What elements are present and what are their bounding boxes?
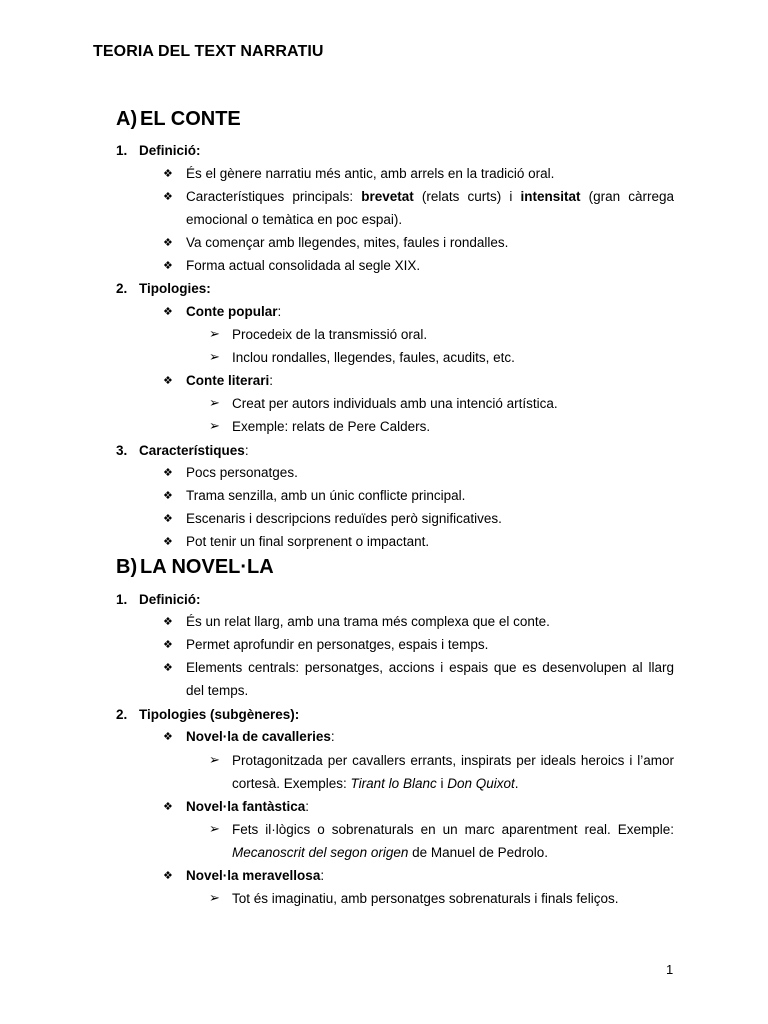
list-item: ❖ És un relat llarg, amb una trama més complexa que el conte. bbox=[186, 610, 674, 633]
b-definicio-heading: 1. Definició: bbox=[116, 592, 201, 607]
sub-list-item: ➢ Exemple: relats de Pere Calders. bbox=[232, 415, 674, 438]
sub-list-item: ➢ Tot és imaginatiu, amb personatges sobrenaturals i finals feliços. bbox=[232, 887, 674, 910]
sub-list-item: ➢ Inclou rondalles, llegendes, faules, acudits, etc. bbox=[232, 346, 674, 369]
sub-list-item: ➢ Creat per autors individuals amb una intenció artística. bbox=[232, 392, 674, 415]
section-b-letter: B) bbox=[116, 556, 138, 578]
section-a-letter: A) bbox=[116, 108, 138, 130]
list-item: ❖ Novel·la meravellosa: bbox=[186, 864, 674, 887]
a-definicio-heading: 1. Definició: bbox=[116, 143, 201, 158]
section-a-title bbox=[116, 108, 241, 131]
list-item: ❖ Novel·la de cavalleries: bbox=[186, 725, 674, 748]
list-item: ❖ Pocs personatges. bbox=[186, 461, 674, 484]
b-tipologies-heading: 2. Tipologies (subgèneres): bbox=[116, 707, 300, 722]
list-item: ❖ Pot tenir un final sorprenent o impactant. bbox=[186, 530, 674, 553]
list-item: ❖ Forma actual consolidada al segle XIX. bbox=[186, 254, 674, 277]
list-item: ❖ Conte literari: bbox=[186, 369, 674, 392]
sub-list-item: ➢ Protagonitzada per cavallers errants, inspirats per ideals heroics i l’amor cortesà. Exemples: Tirant lo Blanc i Don Quixot. bbox=[232, 749, 674, 795]
section-b-heading: LA NOVEL·LA bbox=[140, 556, 274, 578]
page-number: 1 bbox=[666, 962, 674, 977]
list-item: ❖ Característiques principals: brevetat (relats curts) i intensitat (gran càrrega emocional o temàtica en poc espai). bbox=[186, 185, 674, 231]
sub-list-item: ➢ Procedeix de la transmissió oral. bbox=[232, 323, 674, 346]
list-item: ❖ Permet aprofundir en personatges, espais i temps. bbox=[186, 633, 674, 656]
list-item: ❖ Elements centrals: personatges, accions i espais que es desenvolupen al llarg del temps. bbox=[186, 656, 674, 702]
list-item: ❖ Trama senzilla, amb un únic conflicte principal. bbox=[186, 484, 674, 507]
section-b-title bbox=[116, 556, 274, 579]
list-item: ❖ Va començar amb llegendes, mites, faules i rondalles. bbox=[186, 231, 674, 254]
sub-list-item: ➢ Fets il·lògics o sobrenaturals en un marc aparentment real. Exemple: Mecanoscrit del segon origen de Manuel de Pedrolo. bbox=[232, 818, 674, 864]
list-item: ❖ Novel·la fantàstica: bbox=[186, 795, 674, 818]
list-item: ❖ És el gènere narratiu més antic, amb arrels en la tradició oral. bbox=[186, 162, 674, 185]
a-caracteristiques-heading: 3. Característiques: bbox=[116, 443, 249, 458]
list-item: ❖ Escenaris i descripcions reduïdes però significatives. bbox=[186, 507, 674, 530]
list-item: ❖ Conte popular: bbox=[186, 300, 674, 323]
a-tipologies-heading: 2. Tipologies: bbox=[116, 281, 211, 296]
section-a-heading: EL CONTE bbox=[140, 108, 241, 130]
document-title: TEORIA DEL TEXT NARRATIU bbox=[93, 43, 324, 60]
